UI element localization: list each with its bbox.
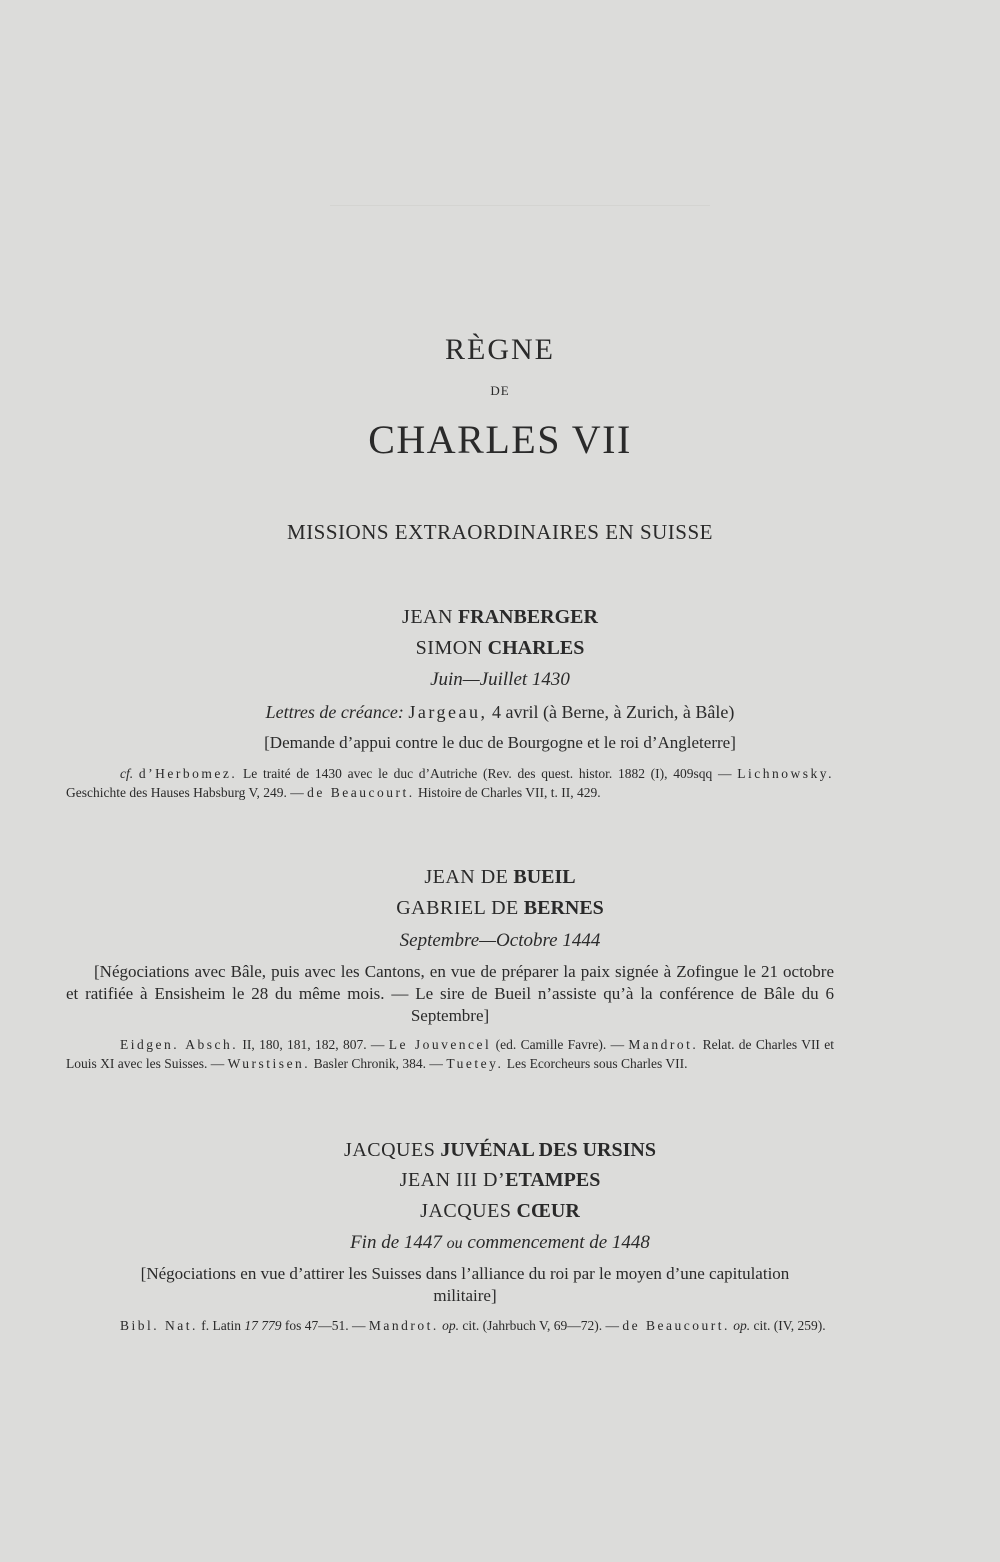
mission3-ref-text1: f. Latin: [201, 1318, 241, 1333]
mission2-date: Septembre—Octobre 1444: [399, 930, 601, 951]
mission3-envoy2-last: ETAMPES: [505, 1169, 601, 1191]
mission1-envoy2-first: SIMON: [415, 637, 483, 659]
mission2-envoy1-first: JEAN DE: [424, 866, 509, 888]
mission2-envoy2-last: BERNES: [523, 897, 604, 919]
mission3-date-a: Fin de 1447: [350, 1232, 442, 1253]
mission1-envoy1-last: FRANBERGER: [457, 606, 598, 628]
mission1-ref-cf: cf.: [120, 766, 134, 781]
mission1-letters-rest: 4 avril (à Berne, à Zurich, à Bâle): [492, 702, 735, 722]
reign-de: DE: [490, 383, 510, 398]
mission1-letters-label: Lettres de créance:: [265, 702, 404, 722]
show-through-decoration: [330, 205, 710, 266]
mission3-envoy1-first: JACQUES: [344, 1139, 436, 1161]
mission2-envoy2: [0, 897, 1000, 920]
mission2-ref-author2: Le Jouvencel: [388, 1037, 492, 1052]
mission1-ref-text3: Histoire de Charles VII, t. II, 429.: [417, 785, 601, 800]
mission3-envoy2: [0, 1169, 1000, 1192]
mission3-ref-author2: Mandrot.: [368, 1318, 439, 1333]
mission3-date-c: commencement de 1448: [467, 1232, 650, 1253]
section-subtitle: MISSIONS EXTRAORDINAIRES EN SUISSE: [287, 520, 713, 544]
mission2-ref-author1: Eidgen. Absch.: [120, 1037, 239, 1052]
mission3-ref-fo: fos: [284, 1318, 302, 1333]
mission2-ref-text1: II, 180, 181, 182, 807. —: [242, 1037, 385, 1052]
mission3-ref-author3: de Beaucourt.: [622, 1318, 730, 1333]
mission3-ref-text2: 47—51. —: [304, 1318, 366, 1333]
mission1-envoy1: [0, 606, 1000, 629]
mission1-ref-text1: Le traité de 1430 avec le duc d’Autriche (Rev. des quest. histor. 1882 (I), 409sqq —: [242, 766, 732, 781]
mission3-ref-text3: cit. (Jahrbuch V, 69—72). —: [462, 1318, 619, 1333]
mission3-ref-op: op.: [442, 1318, 459, 1333]
mission3-ref-op2: op.: [733, 1318, 751, 1333]
mission1-ref-author3: de Beaucourt.: [307, 785, 415, 800]
mission1-ref-author1: d’Herbomez.: [138, 766, 238, 781]
mission2-references: [66, 1035, 834, 1073]
king-name: CHARLES VII: [368, 417, 632, 462]
mission3-envoy1-last: JUVÉNAL DES URSINS: [440, 1139, 656, 1161]
mission1-envoy2-last: CHARLES: [487, 637, 585, 659]
mission3-ref-author1: Bibl. Nat.: [120, 1318, 198, 1333]
mission3-envoy3-last: CŒUR: [516, 1200, 580, 1222]
mission3-ref-text4: cit. (IV, 259).: [753, 1318, 826, 1333]
mission1-references: [66, 764, 834, 802]
mission3-date-b: ou: [446, 1235, 463, 1252]
mission2-ref-text2: (ed. Camille Favre). —: [495, 1037, 625, 1052]
mission3-envoy3-first: JACQUES: [420, 1200, 512, 1222]
mission2-envoy1: [0, 866, 1000, 889]
mission1-letters-place: Jargeau,: [408, 702, 488, 722]
mission2-ref-text3: Relat. de Charles VII et Louis XI avec les Suisses. —: [66, 1037, 835, 1071]
mission2-ref-author5: Tuetey.: [446, 1056, 504, 1071]
mission1-date: Juin—Juillet 1430: [430, 669, 570, 690]
mission2-ref-author4: Wurstisen.: [227, 1056, 311, 1071]
mission3-envoy1: [0, 1139, 1000, 1162]
mission1-ref-text2: Geschichte des Hauses Habsburg V, 249. —: [66, 785, 304, 800]
mission3-date: [0, 1232, 1000, 1254]
mission2-envoy1-last: BUEIL: [513, 866, 576, 888]
mission3-ref-ms: 17 779: [244, 1318, 282, 1333]
mission2-summary: [Négociations avec Bâle, puis avec les Cantons, en vue de préparer la paix signée à Zofingue le 21 octobre et ratifiée à Ensisheim le 28 du même mois. — Le sire de Bueil n’assiste qu’à la conférence de Bâle du 6 Septembre]: [66, 962, 834, 1025]
mission1-letters: [0, 702, 1000, 723]
mission1-summary: [Demande d’appui contre le duc de Bourgogne et le roi d’Angleterre]: [264, 733, 736, 752]
mission1-envoy1-first: JEAN: [402, 606, 453, 628]
mission2-envoy2-first: GABRIEL DE: [396, 897, 519, 919]
mission3-summary: [Négociations en vue d’attirer les Suisses dans l’alliance du roi par le moyen d’une capitulation militaire]: [140, 1264, 790, 1305]
mission1-ref-author2: Lichnowsky.: [737, 766, 835, 781]
mission2-ref-text5: Les Ecorcheurs sous Charles VII.: [506, 1056, 688, 1071]
reign-heading: RÈGNE: [445, 333, 555, 366]
mission3-envoy2-first: JEAN III D’: [399, 1169, 506, 1191]
mission2-ref-author3: Mandrot.: [628, 1037, 699, 1052]
mission1-envoy2: [0, 637, 1000, 660]
mission3-envoy3: [0, 1200, 1000, 1223]
mission2-ref-text4: Basler Chronik, 384. —: [313, 1056, 443, 1071]
mission3-references: [66, 1316, 834, 1335]
